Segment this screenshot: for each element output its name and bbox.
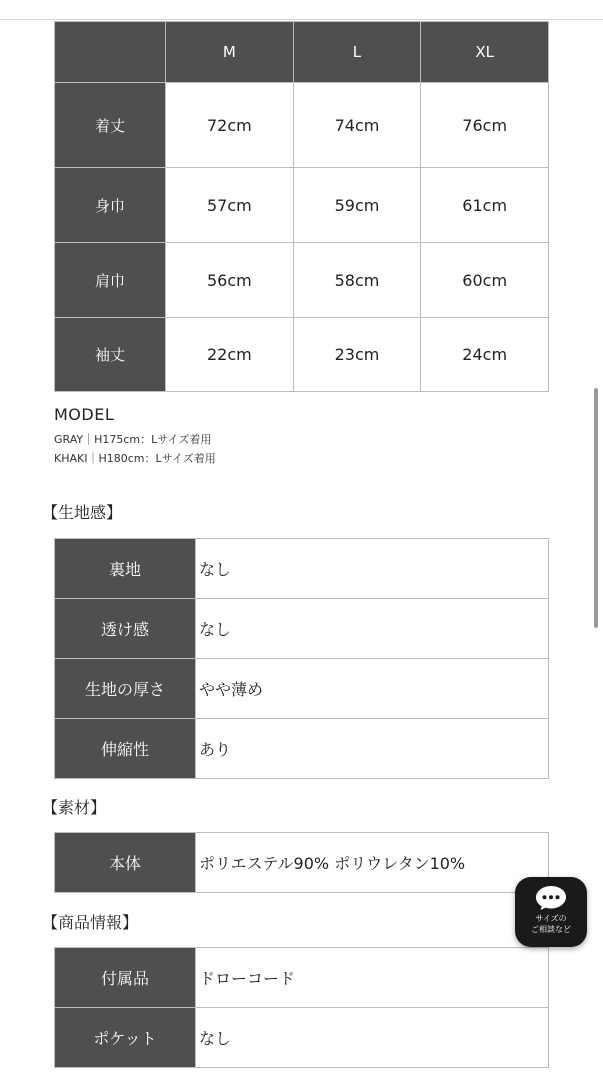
material-table bbox=[54, 832, 549, 893]
chat-button-label-line1: サイズの bbox=[535, 914, 567, 923]
product-info-row bbox=[55, 948, 549, 1008]
fabric-value: あり bbox=[196, 719, 549, 779]
fabric-value: やや薄め bbox=[196, 659, 549, 719]
page-scrollbar[interactable] bbox=[594, 388, 598, 628]
fabric-label: 裏地 bbox=[55, 539, 196, 599]
size-col-header: L bbox=[293, 22, 421, 83]
fabric-section-title: 【生地感】 bbox=[42, 503, 123, 522]
size-table-row bbox=[55, 168, 549, 243]
size-consultation-chat-button[interactable] bbox=[515, 877, 587, 947]
product-info-row bbox=[55, 1008, 549, 1068]
size-table bbox=[54, 21, 549, 392]
model-line: GRAY｜H175cm：Lサイズ着用 bbox=[54, 433, 212, 446]
size-table-row bbox=[55, 243, 549, 318]
size-row-label: 袖丈 bbox=[55, 318, 166, 392]
size-cell: 22cm bbox=[166, 318, 294, 392]
fabric-label: 透け感 bbox=[55, 599, 196, 659]
size-table-corner bbox=[55, 22, 166, 83]
size-row-label: 身巾 bbox=[55, 168, 166, 243]
material-section-title: 【素材】 bbox=[42, 798, 107, 817]
fabric-row bbox=[55, 539, 549, 599]
material-label: 本体 bbox=[55, 833, 196, 893]
material-row bbox=[55, 833, 549, 893]
product-info-value: ドローコード bbox=[196, 948, 549, 1008]
size-row-label: 肩巾 bbox=[55, 243, 166, 318]
size-table-header bbox=[55, 22, 549, 83]
fabric-row bbox=[55, 599, 549, 659]
size-cell: 57cm bbox=[166, 168, 294, 243]
size-col-header: M bbox=[166, 22, 294, 83]
size-cell: 74cm bbox=[293, 83, 421, 168]
size-table-row bbox=[55, 83, 549, 168]
size-table-row bbox=[55, 318, 549, 392]
fabric-label: 生地の厚さ bbox=[55, 659, 196, 719]
size-cell: 76cm bbox=[421, 83, 549, 168]
material-value: ポリエステル90% ポリウレタン10% bbox=[196, 833, 549, 893]
size-row-label: 着丈 bbox=[55, 83, 166, 168]
chat-button-label bbox=[515, 913, 587, 935]
size-cell: 60cm bbox=[421, 243, 549, 318]
size-cell: 72cm bbox=[166, 83, 294, 168]
product-info-label: 付属品 bbox=[55, 948, 196, 1008]
fabric-row bbox=[55, 719, 549, 779]
size-col-header: XL bbox=[421, 22, 549, 83]
product-info-section-title: 【商品情報】 bbox=[42, 913, 139, 932]
size-cell: 61cm bbox=[421, 168, 549, 243]
size-cell: 56cm bbox=[166, 243, 294, 318]
size-cell: 59cm bbox=[293, 168, 421, 243]
product-info-label: ポケット bbox=[55, 1008, 196, 1068]
chat-bubble-icon bbox=[535, 885, 567, 911]
size-cell: 58cm bbox=[293, 243, 421, 318]
size-cell: 23cm bbox=[293, 318, 421, 392]
fabric-label: 伸縮性 bbox=[55, 719, 196, 779]
fabric-value: なし bbox=[196, 539, 549, 599]
fabric-table bbox=[54, 538, 549, 779]
fabric-value: なし bbox=[196, 599, 549, 659]
product-info-value: なし bbox=[196, 1008, 549, 1068]
size-cell: 24cm bbox=[421, 318, 549, 392]
top-divider bbox=[0, 0, 603, 20]
model-heading: MODEL bbox=[54, 405, 115, 424]
model-line: KHAKI｜H180cm：Lサイズ着用 bbox=[54, 452, 216, 465]
chat-button-label-line2: ご相談など bbox=[531, 925, 571, 934]
fabric-row bbox=[55, 659, 549, 719]
product-info-table bbox=[54, 947, 549, 1068]
